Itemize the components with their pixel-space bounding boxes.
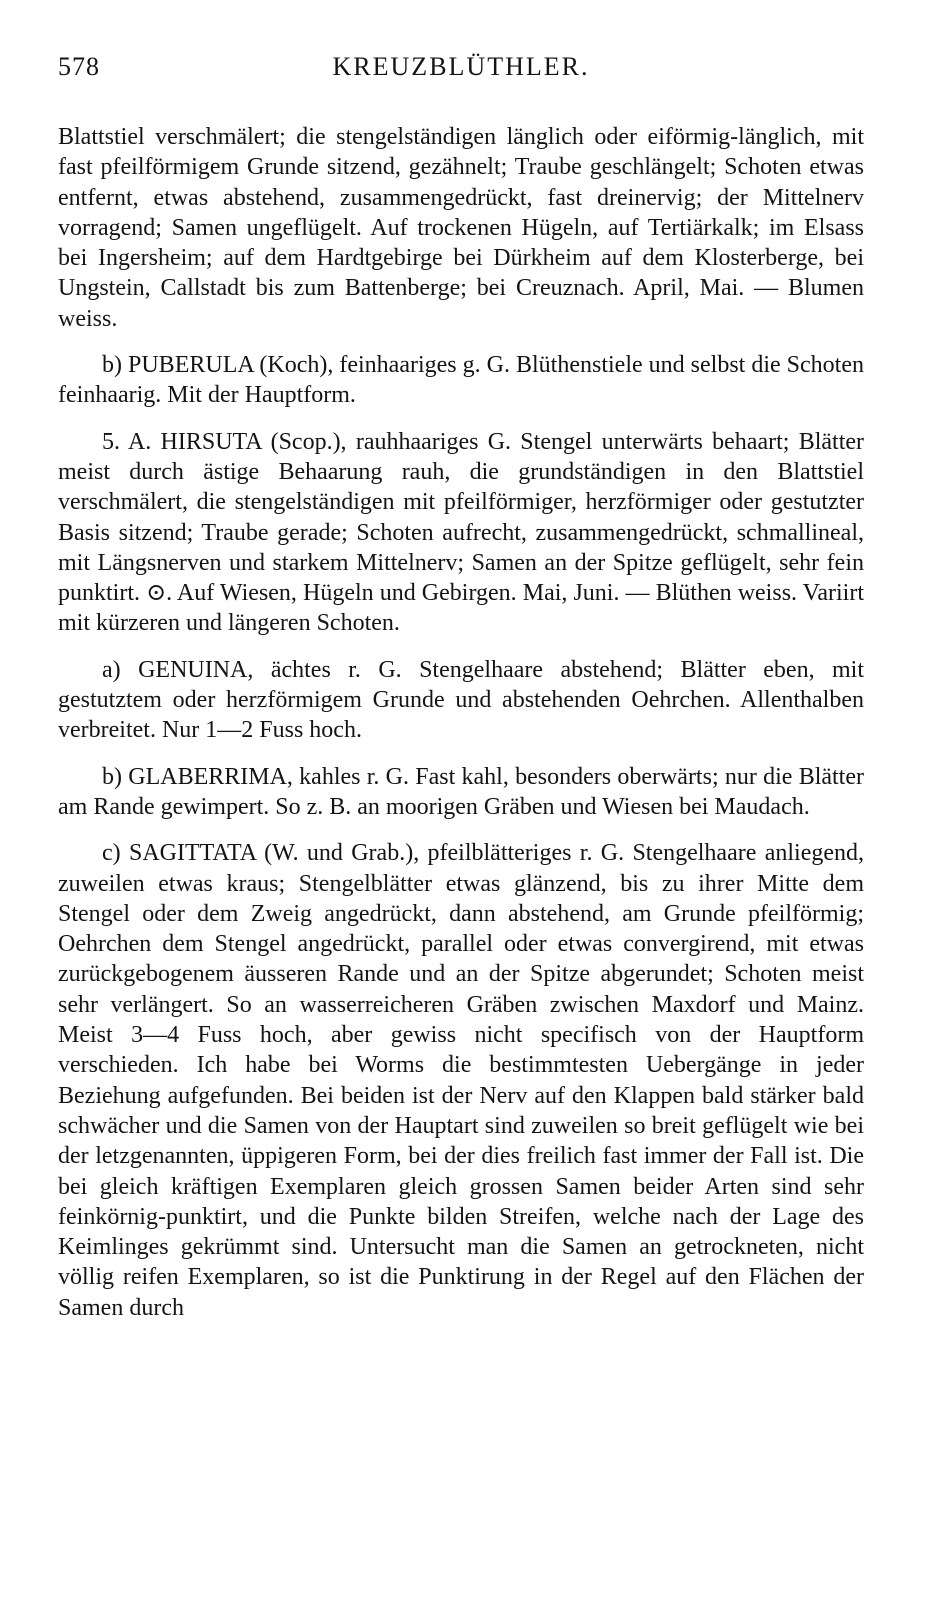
paragraph-variety-genuina: a) GENUINA, ächtes r. G. Stengelhaare abstehend; Blätter eben, mit gestutztem oder herzförmigem Grunde und abstehenden Oehrchen. Allenthalben verbreitet. Nur 1—2 Fuss hoch. bbox=[58, 656, 864, 744]
running-title: KREUZBLÜTHLER. bbox=[332, 52, 590, 81]
page-header bbox=[58, 52, 864, 92]
paragraph-variety-glaberrima: b) GLABERRIMA, kahles r. G. Fast kahl, besonders oberwärts; nur die Blätter am Rande gewimpert. So z. B. an moorigen Gräben und Wiesen bei Maudach. bbox=[58, 763, 864, 820]
book-page bbox=[58, 52, 864, 1323]
page-number: 578 bbox=[58, 52, 100, 81]
paragraph-continued: Blattstiel verschmälert; die stengelständigen länglich oder eiförmig-länglich, mit fast pfeilförmigem Grunde sitzend, gezähnelt; Traube geschlängelt; Schoten etwas entfernt, etwas abstehend, zusammengedrückt, fast dreinervig; der Mittelnerv vorragend; Samen ungeflügelt. Auf trockenen Hügeln, auf Tertiärkalk; im Elsass bei Ingersheim; auf dem Hardtgebirge bei Dürkheim auf dem Klosterberge, bei Ungstein, Callstadt bis zum Battenberge; bei Creuznach. April, Mai. — Blumen weiss. bbox=[58, 124, 864, 332]
paragraph-variety-puberula: b) PUBERULA (Koch), feinhaariges g. G. Blüthenstiele und selbst die Schoten feinhaarig. Mit der Hauptform. bbox=[58, 352, 864, 409]
paragraph-species-hirsuta: 5. A. HIRSUTA (Scop.), rauhhaariges G. Stengel unterwärts behaart; Blätter meist durch ästige Behaarung rauh, die grundständigen in den Blattstiel verschmälert, die stengelständigen mit pfeilförmiger, herzförmiger oder gestutzter Basis sitzend; Traube gerade; Schoten aufrecht, zusammengedrückt, schmallineal, mit Längsnerven und starkem Mittelnerv; Samen an der Spitze geflügelt, sehr fein punktirt. ⊙. Auf Wiesen, Hügeln und Gebirgen. Mai, Juni. — Blüthen weiss. Variirt mit kürzeren und längeren Schoten. bbox=[58, 428, 864, 637]
page-body bbox=[58, 122, 864, 1323]
paragraph-variety-sagittata: c) SAGITTATA (W. und Grab.), pfeilblätteriges r. G. Stengelhaare anliegend, zuweilen etwas kraus; Stengelblätter etwas glänzend, bis zu ihrer Mitte dem Stengel oder dem Zweig angedrückt, dann abstehend, am Grunde pfeilförmig; Oehrchen dem Stengel angedrückt, parallel oder etwas convergirend, mit etwas zurückgebogenem äusseren Rande und an der Spitze abgerundet; Schoten meist sehr verlängert. So an wasserreicheren Gräben zwischen Maxdorf und Mainz. Meist 3—4 Fuss hoch, aber gewiss nicht specifisch von der Hauptform verschieden. Ich habe bei Worms die bestimmtesten Uebergänge in jeder Beziehung aufgefunden. Bei beiden ist der Nerv auf den Klappen bald stärker bald schwächer und die Samen von der Hauptart sind zuweilen so breit geflügelt wie bei der letzgenannten, üppigeren Form, bei der dies freilich fast immer der Fall ist. Die bei gleich kräftigen Exemplaren gleich grossen Samen beider Arten sind sehr feinkörnig-punktirt, und die Punkte bilden Streifen, welche nach der Lage des Keimlinges gekrümmt sind. Untersucht man die Samen an getrockneten, nicht völlig reifen Exemplaren, so ist die Punktirung in der Regel auf den Flächen der Samen durch bbox=[58, 840, 864, 1321]
